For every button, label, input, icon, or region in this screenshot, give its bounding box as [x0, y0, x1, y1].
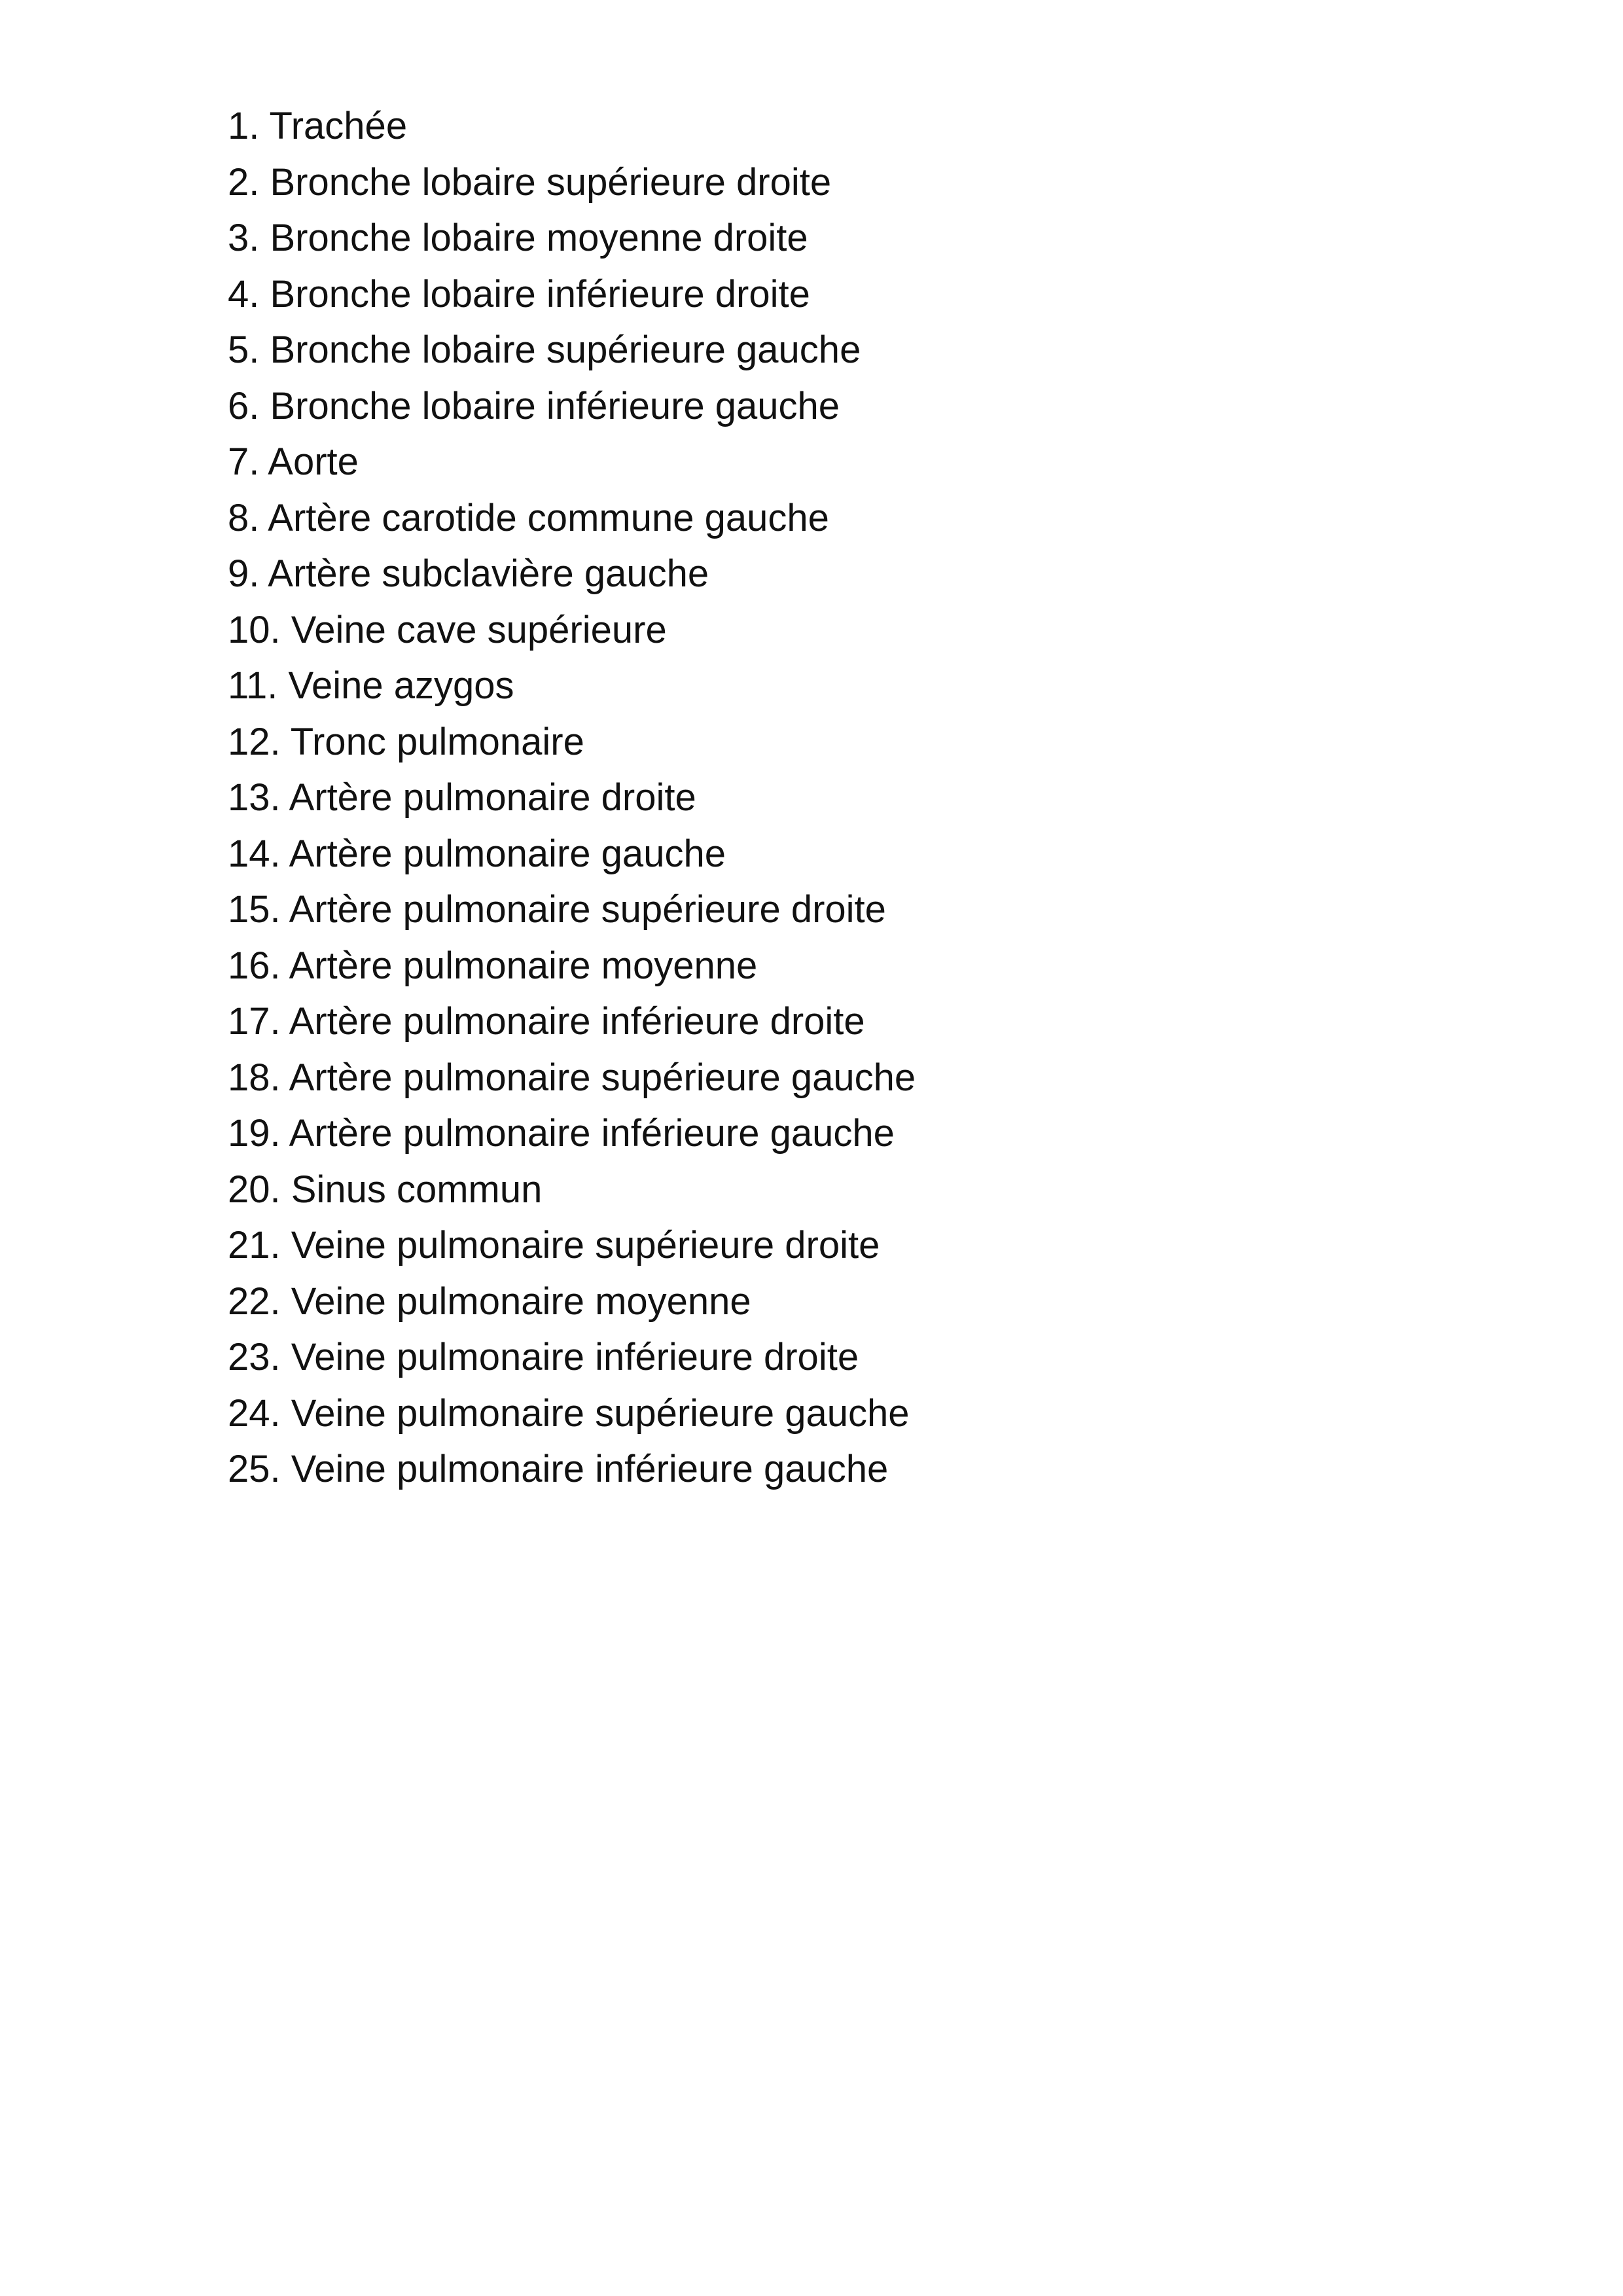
legend-number: 19. — [228, 1112, 281, 1155]
legend-number: 22. — [228, 1280, 281, 1323]
legend-item-22 — [228, 1274, 916, 1330]
legend-number: 2. — [228, 160, 260, 204]
legend-number: 20. — [228, 1168, 281, 1211]
legend-number: 5. — [228, 329, 260, 371]
legend-number: 14. — [228, 832, 281, 875]
anatomy-legend-list — [228, 98, 916, 1498]
legend-label: Veine cave supérieure — [291, 608, 667, 651]
legend-number: 21. — [228, 1224, 281, 1266]
legend-item-4 — [228, 266, 916, 323]
legend-label: Bronche lobaire moyenne droite — [270, 217, 808, 259]
legend-number: 16. — [228, 944, 281, 987]
legend-label: Veine pulmonaire inférieure gauche — [291, 1448, 889, 1490]
legend-label: Bronche lobaire supérieure gauche — [270, 329, 861, 371]
legend-number: 11. — [228, 664, 278, 707]
legend-number: 12. — [228, 720, 281, 763]
legend-label: Veine azygos — [288, 664, 514, 707]
legend-item-3 — [228, 210, 916, 266]
legend-item-5 — [228, 322, 916, 378]
legend-label: Tronc pulmonaire — [290, 720, 584, 763]
legend-item-19 — [228, 1105, 916, 1162]
legend-number: 3. — [228, 217, 260, 259]
legend-number: 15. — [228, 888, 281, 931]
legend-item-8 — [228, 490, 916, 547]
legend-label: Veine pulmonaire moyenne — [291, 1280, 751, 1323]
legend-item-11 — [228, 658, 916, 714]
legend-number: 24. — [228, 1391, 281, 1435]
legend-item-25 — [228, 1441, 916, 1498]
legend-item-1 — [228, 98, 916, 154]
legend-item-21 — [228, 1217, 916, 1274]
legend-number: 7. — [228, 440, 260, 483]
legend-number: 1. — [228, 105, 260, 147]
legend-label: Artère pulmonaire droite — [289, 776, 696, 819]
legend-number: 23. — [228, 1336, 281, 1378]
legend-label: Veine pulmonaire supérieure droite — [291, 1224, 880, 1266]
legend-label: Artère pulmonaire supérieure gauche — [289, 1056, 916, 1099]
legend-label: Veine pulmonaire supérieure gauche — [291, 1391, 910, 1435]
legend-item-23 — [228, 1329, 916, 1386]
legend-label: Artère subclavière gauche — [268, 552, 709, 595]
legend-number: 17. — [228, 1000, 281, 1043]
legend-item-16 — [228, 938, 916, 994]
legend-item-15 — [228, 882, 916, 938]
legend-label: Artère pulmonaire gauche — [289, 832, 726, 875]
legend-label: Sinus commun — [291, 1168, 543, 1211]
legend-number: 18. — [228, 1056, 281, 1099]
legend-item-18 — [228, 1050, 916, 1106]
legend-label: Artère pulmonaire inférieure gauche — [289, 1112, 895, 1155]
legend-item-7 — [228, 434, 916, 490]
legend-item-24 — [228, 1386, 916, 1442]
legend-label: Bronche lobaire inférieure droite — [270, 272, 810, 315]
legend-number: 25. — [228, 1448, 281, 1490]
legend-item-13 — [228, 770, 916, 826]
legend-label: Aorte — [268, 440, 359, 483]
legend-label: Veine pulmonaire inférieure droite — [291, 1336, 859, 1378]
legend-item-17 — [228, 994, 916, 1050]
legend-item-20 — [228, 1162, 916, 1218]
legend-item-9 — [228, 546, 916, 602]
legend-label: Artère pulmonaire inférieure droite — [289, 1000, 865, 1043]
legend-number: 9. — [228, 552, 260, 595]
legend-number: 4. — [228, 272, 260, 315]
legend-item-10 — [228, 602, 916, 658]
legend-item-2 — [228, 154, 916, 211]
legend-label: Artère pulmonaire supérieure droite — [289, 888, 886, 931]
legend-label: Trachée — [269, 105, 408, 147]
legend-item-12 — [228, 714, 916, 770]
legend-label: Artère carotide commune gauche — [268, 496, 829, 539]
legend-label: Bronche lobaire inférieure gauche — [270, 384, 840, 427]
legend-label: Artère pulmonaire moyenne — [289, 944, 758, 987]
legend-number: 13. — [228, 776, 281, 819]
legend-item-14 — [228, 826, 916, 882]
legend-item-6 — [228, 378, 916, 435]
legend-number: 10. — [228, 608, 281, 651]
legend-number: 6. — [228, 384, 260, 427]
legend-label: Bronche lobaire supérieure droite — [270, 160, 832, 204]
legend-number: 8. — [228, 496, 260, 539]
